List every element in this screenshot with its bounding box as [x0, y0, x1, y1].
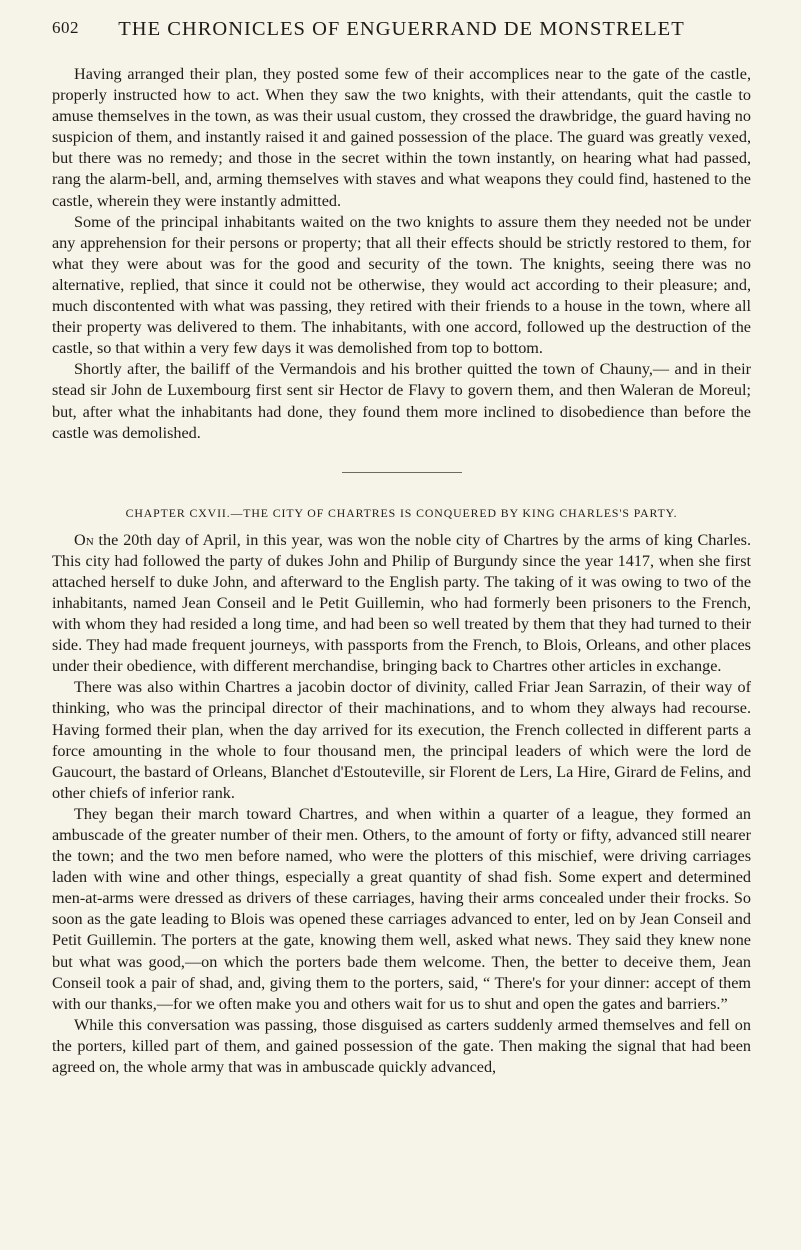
section-one — [52, 64, 751, 444]
lead-word: On — [74, 530, 94, 549]
paragraph: Shortly after, the bailiff of the Vermandois and his brother quitted the town of Chauny,— and in their stead sir John de Luxembourg first sent sir Hector de Flavy to govern them, and then Waleran de Moreul; but, after what the inhabitants had done, they found them more inclined to disobedience than before the castle was demolished. — [52, 360, 751, 442]
running-title: THE CHRONICLES OF ENGUERRAND DE MONSTRELET — [118, 18, 685, 40]
paragraph: Some of the principal inhabitants waited on the two knights to assure them they needed not be under any apprehension for their persons or property; that all their effects should be strictly restored to them, for what they were about was for the good and security of the town. The knights, seeing there was no alternative, replied, that since it could not be otherwise, they would act according to their pleasure; and, much discontented with what was passing, they retired with their friends to a house in the town, where all their property was delivered to them. The inhabitants, with one accord, followed up the destruction of the castle, so that within a very few days it was demolished from top to bottom. — [52, 212, 751, 358]
running-head — [52, 18, 751, 52]
paragraph: Having arranged their plan, they posted some few of their accomplices near to the gate of the castle, properly instructed how to act. When they saw the two knights, with their attendants, quit the castle to amuse themselves in the town, as was their usual custom, they crossed the drawbridge, the guard having no suspicion of them, and instantly raised it and gained possession of the place. The guard was greatly vexed, but there was no remedy; and those in the secret within the town instantly, on hearing what had passed, rang the alarm-bell, and, arming themselves with staves and what weapons they could find, hastened to the castle, wherein they were instantly admitted. — [52, 65, 751, 210]
chapter-first-paragraph — [52, 530, 751, 678]
paragraph: There was also within Chartres a jacobin doctor of divinity, called Friar Jean Sarrazin, of their way of thinking, who was the principal director of their machinations, and to whom they always had recourse. Having formed their plan, when the day arrived for its execution, the French collected in different parts a force amounting in the whole to four thousand men, the principal leaders of which were the lord de Gaucourt, the bastard of Orleans, Blanchet d'Estouteville, sir Florent de Lers, La Hire, Girard de Felins, and other chiefs of inferior rank. — [52, 678, 751, 802]
chapter-heading: CHAPTER CXVII.—THE CITY OF CHARTRES IS CONQUERED BY KING CHARLES'S PARTY. — [125, 505, 678, 520]
paragraph: They began their march toward Chartres, and when within a quarter of a league, they formed an ambuscade of the greater number of their men. Others, to the amount of forty or fifty, advanced still nearer the town; and the two men before named, who were the plotters of this mischief, were driving carriages laden with wine and other things, especially a great quantity of shad fish. Some expert and determined men-at-arms were dressed as drivers of these carriages, having their arms concealed under their frocks. So soon as the gate leading to Blois was opened these carriages advanced to enter, led on by Jean Conseil and Petit Guillemin. The porters at the gate, knowing them well, asked what news. They said they knew none but what was good,—on which the porters bade them welcome. Then, the better to deceive them, Jean Conseil took a pair of shad, and, giving them to the porters, said, “ There's for your dinner: accept of them with our thanks,—for we often make you and others wait for us to shut and open the gates and barriers.” — [52, 804, 751, 1013]
section-divider — [342, 472, 462, 473]
paragraph: While this conversation was passing, those disguised as carters suddenly armed themselves and fell on the porters, killed part of them, and gained possession of the gate. Then making the signal that had been agreed on, the whole army that was in ambuscade quickly advanced, — [52, 1015, 751, 1077]
chapter-section — [52, 505, 751, 1078]
paragraph-text: the 20th day of April, in this year, was won the noble city of Chartres by the arms of king Charles. This city had followed the party of dukes John and Philip of Burgundy since the year 1417, when she first attached herself to duke John, and afterward to the English party. The taking of it was owing to two of the inhabitants, named Jean Conseil and le Petit Guillemin, who had formerly been prisoners to the French, with whom they had resided a long time, and had been so well treated by them that they had turned to their side. They had made frequent journeys, with passports from the French, to Blois, Orleans, and other places under their obedience, with different merchandise, bringing back to Chartres other articles in exchange. — [52, 530, 751, 676]
page-number: 602 — [52, 18, 79, 37]
